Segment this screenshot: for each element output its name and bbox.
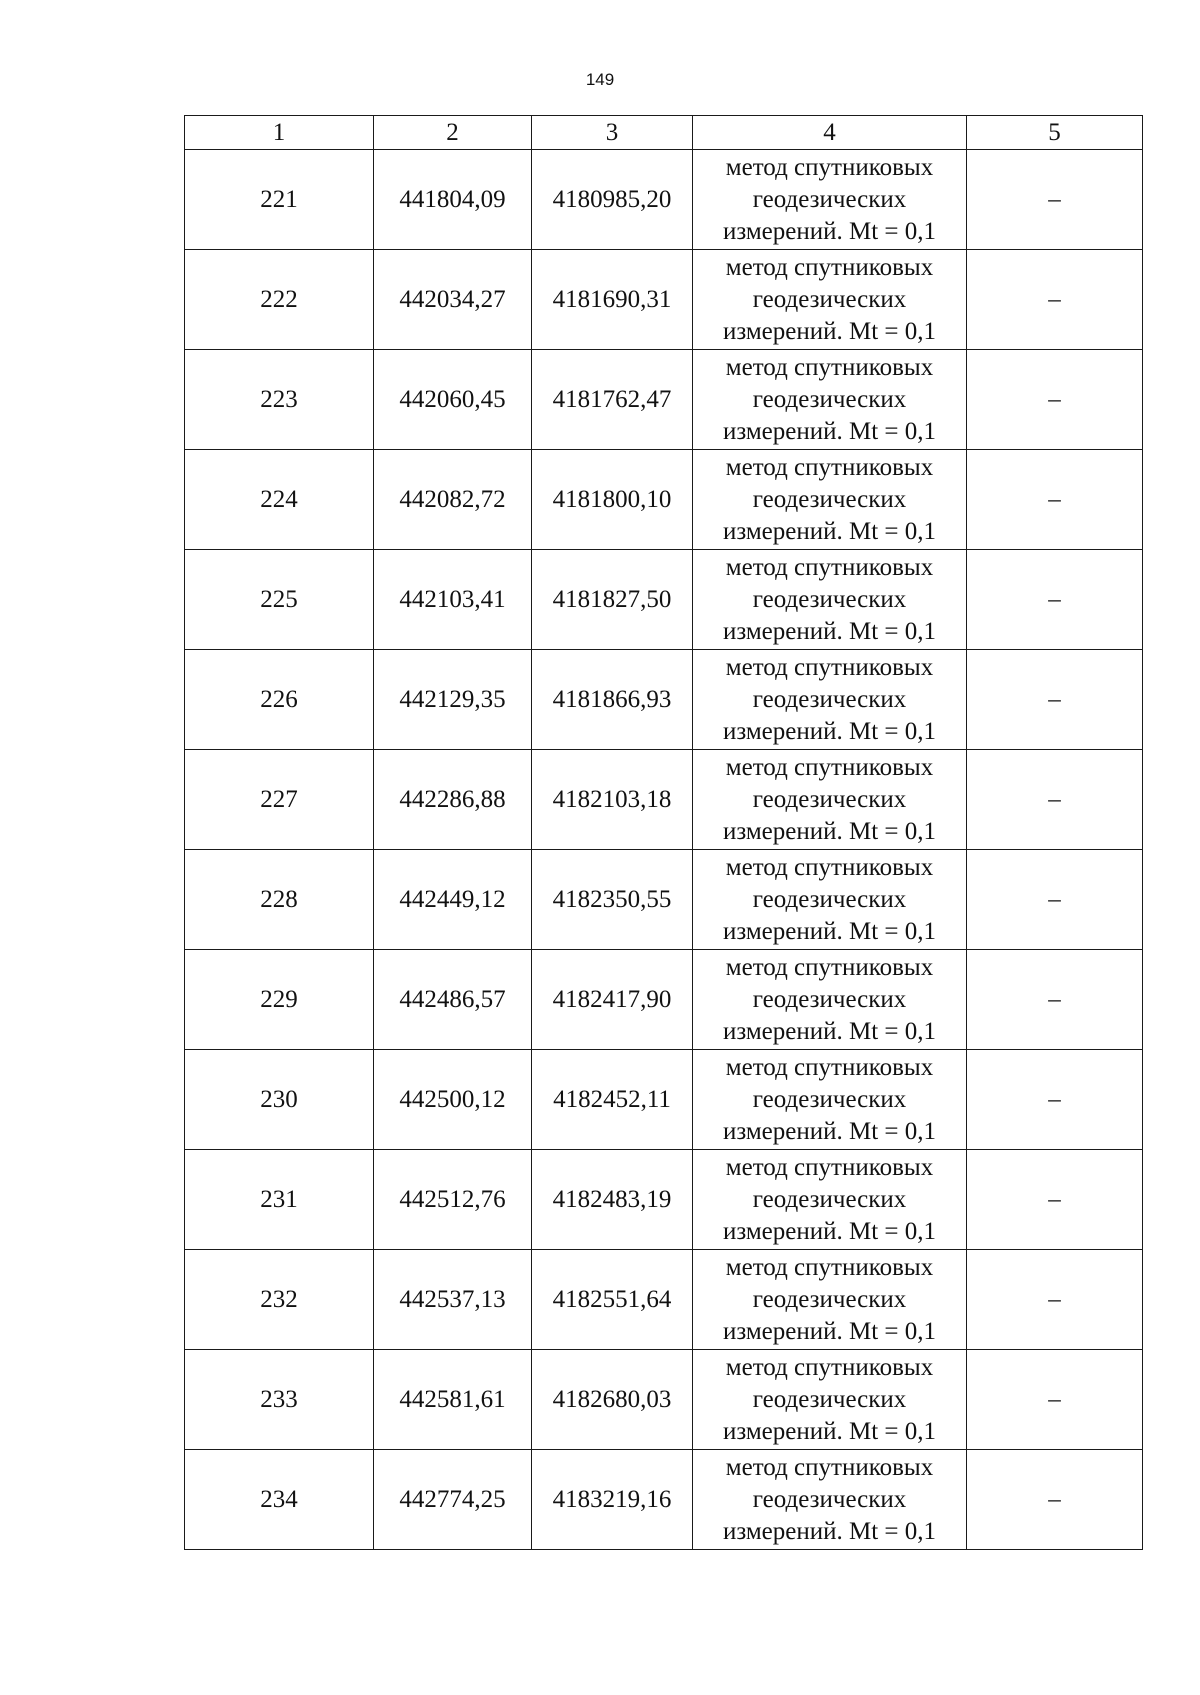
- x-coordinate-cell: 441804,09: [374, 150, 532, 250]
- note-cell: –: [967, 1150, 1143, 1250]
- point-number-cell: 228: [185, 850, 374, 950]
- table-row: [185, 750, 1143, 850]
- method-line: геодезических: [752, 685, 907, 713]
- point-number-cell: 225: [185, 550, 374, 650]
- x-coordinate-cell: 442286,88: [374, 750, 532, 850]
- method-line: измерений. Mt = 0,1: [722, 1317, 937, 1345]
- method-line: геодезических: [752, 1285, 907, 1313]
- method-line: геодезических: [752, 185, 907, 213]
- table-row: [185, 1050, 1143, 1150]
- table-row: [185, 250, 1143, 350]
- x-coordinate-cell: 442486,57: [374, 950, 532, 1050]
- page-number: 149: [585, 70, 615, 89]
- method-line: измерений. Mt = 0,1: [722, 817, 937, 845]
- table-row: [185, 1150, 1143, 1250]
- note-cell: –: [967, 550, 1143, 650]
- header-col-1: 1: [185, 116, 374, 150]
- method-cell: [693, 1350, 967, 1450]
- method-cell: [693, 1050, 967, 1150]
- y-coordinate-cell: 4182350,55: [532, 850, 693, 950]
- header-col-2: 2: [374, 116, 532, 150]
- note-cell: –: [967, 150, 1143, 250]
- x-coordinate-cell: 442512,76: [374, 1150, 532, 1250]
- x-coordinate-cell: 442774,25: [374, 1450, 532, 1550]
- point-number-cell: 231: [185, 1150, 374, 1250]
- method-line: метод спутниковых: [725, 653, 934, 681]
- method-line: измерений. Mt = 0,1: [722, 1117, 937, 1145]
- point-number-cell: 223: [185, 350, 374, 450]
- x-coordinate-cell: 442581,61: [374, 1350, 532, 1450]
- note-cell: –: [967, 750, 1143, 850]
- x-coordinate-cell: 442034,27: [374, 250, 532, 350]
- method-line: метод спутниковых: [725, 353, 934, 381]
- y-coordinate-cell: 4181866,93: [532, 650, 693, 750]
- y-coordinate-cell: 4182452,11: [532, 1050, 693, 1150]
- point-number-cell: 233: [185, 1350, 374, 1450]
- method-line: геодезических: [752, 1085, 907, 1113]
- method-line: геодезических: [752, 1185, 907, 1213]
- table-row: [185, 150, 1143, 250]
- method-cell: [693, 750, 967, 850]
- x-coordinate-cell: 442449,12: [374, 850, 532, 950]
- method-line: геодезических: [752, 885, 907, 913]
- method-cell: [693, 250, 967, 350]
- x-coordinate-cell: 442500,12: [374, 1050, 532, 1150]
- method-line: геодезических: [752, 385, 907, 413]
- method-cell: [693, 950, 967, 1050]
- method-line: измерений. Mt = 0,1: [722, 717, 937, 745]
- header-col-5: 5: [967, 116, 1143, 150]
- method-line: метод спутниковых: [725, 953, 934, 981]
- point-number-cell: 222: [185, 250, 374, 350]
- method-line: метод спутниковых: [725, 553, 934, 581]
- method-cell: [693, 1150, 967, 1250]
- note-cell: –: [967, 1350, 1143, 1450]
- method-cell: [693, 1250, 967, 1350]
- table-header-row: [185, 116, 1143, 150]
- table-body: [185, 150, 1143, 1550]
- method-cell: [693, 1450, 967, 1550]
- note-cell: –: [967, 1450, 1143, 1550]
- method-line: измерений. Mt = 0,1: [722, 317, 937, 345]
- point-number-cell: 226: [185, 650, 374, 750]
- note-cell: –: [967, 650, 1143, 750]
- y-coordinate-cell: 4181827,50: [532, 550, 693, 650]
- method-cell: [693, 450, 967, 550]
- x-coordinate-cell: 442082,72: [374, 450, 532, 550]
- x-coordinate-cell: 442537,13: [374, 1250, 532, 1350]
- point-number-cell: 227: [185, 750, 374, 850]
- y-coordinate-cell: 4181762,47: [532, 350, 693, 450]
- method-line: метод спутниковых: [725, 1153, 934, 1181]
- y-coordinate-cell: 4183219,16: [532, 1450, 693, 1550]
- method-line: метод спутниковых: [725, 1353, 934, 1381]
- method-cell: [693, 550, 967, 650]
- y-coordinate-cell: 4181800,10: [532, 450, 693, 550]
- method-line: измерений. Mt = 0,1: [722, 917, 937, 945]
- method-line: метод спутниковых: [725, 1053, 934, 1081]
- method-line: метод спутниковых: [725, 453, 934, 481]
- method-line: измерений. Mt = 0,1: [722, 1217, 937, 1245]
- method-line: геодезических: [752, 285, 907, 313]
- method-line: геодезических: [752, 585, 907, 613]
- method-line: измерений. Mt = 0,1: [722, 517, 937, 545]
- note-cell: –: [967, 1050, 1143, 1150]
- method-line: метод спутниковых: [725, 1253, 934, 1281]
- table-row: [185, 850, 1143, 950]
- coordinates-table: [184, 115, 1143, 1550]
- y-coordinate-cell: 4182103,18: [532, 750, 693, 850]
- method-line: измерений. Mt = 0,1: [722, 1517, 937, 1545]
- method-line: измерений. Mt = 0,1: [722, 1017, 937, 1045]
- table-row: [185, 950, 1143, 1050]
- method-cell: [693, 650, 967, 750]
- point-number-cell: 230: [185, 1050, 374, 1150]
- header-col-4: 4: [693, 116, 967, 150]
- point-number-cell: 232: [185, 1250, 374, 1350]
- point-number-cell: 229: [185, 950, 374, 1050]
- x-coordinate-cell: 442103,41: [374, 550, 532, 650]
- method-line: метод спутниковых: [725, 1453, 934, 1481]
- method-cell: [693, 150, 967, 250]
- y-coordinate-cell: 4180985,20: [532, 150, 693, 250]
- table-row: [185, 1250, 1143, 1350]
- note-cell: –: [967, 850, 1143, 950]
- table-row: [185, 350, 1143, 450]
- point-number-cell: 224: [185, 450, 374, 550]
- note-cell: –: [967, 1250, 1143, 1350]
- y-coordinate-cell: 4182483,19: [532, 1150, 693, 1250]
- note-cell: –: [967, 950, 1143, 1050]
- y-coordinate-cell: 4182551,64: [532, 1250, 693, 1350]
- header-col-3: 3: [532, 116, 693, 150]
- table-row: [185, 1350, 1143, 1450]
- y-coordinate-cell: 4182680,03: [532, 1350, 693, 1450]
- method-line: геодезических: [752, 1485, 907, 1513]
- point-number-cell: 221: [185, 150, 374, 250]
- y-coordinate-cell: 4181690,31: [532, 250, 693, 350]
- note-cell: –: [967, 350, 1143, 450]
- method-line: геодезических: [752, 485, 907, 513]
- method-cell: [693, 850, 967, 950]
- method-line: измерений. Mt = 0,1: [722, 217, 937, 245]
- x-coordinate-cell: 442129,35: [374, 650, 532, 750]
- table-row: [185, 650, 1143, 750]
- method-line: метод спутниковых: [725, 753, 934, 781]
- table-row: [185, 1450, 1143, 1550]
- method-line: геодезических: [752, 1385, 907, 1413]
- method-line: измерений. Mt = 0,1: [722, 1417, 937, 1445]
- x-coordinate-cell: 442060,45: [374, 350, 532, 450]
- y-coordinate-cell: 4182417,90: [532, 950, 693, 1050]
- method-cell: [693, 350, 967, 450]
- method-line: измерений. Mt = 0,1: [722, 417, 937, 445]
- table-row: [185, 450, 1143, 550]
- note-cell: –: [967, 250, 1143, 350]
- point-number-cell: 234: [185, 1450, 374, 1550]
- method-line: метод спутниковых: [725, 153, 934, 181]
- method-line: метод спутниковых: [725, 253, 934, 281]
- method-line: метод спутниковых: [725, 853, 934, 881]
- table-row: [185, 550, 1143, 650]
- method-line: геодезических: [752, 785, 907, 813]
- method-line: измерений. Mt = 0,1: [722, 617, 937, 645]
- method-line: геодезических: [752, 985, 907, 1013]
- note-cell: –: [967, 450, 1143, 550]
